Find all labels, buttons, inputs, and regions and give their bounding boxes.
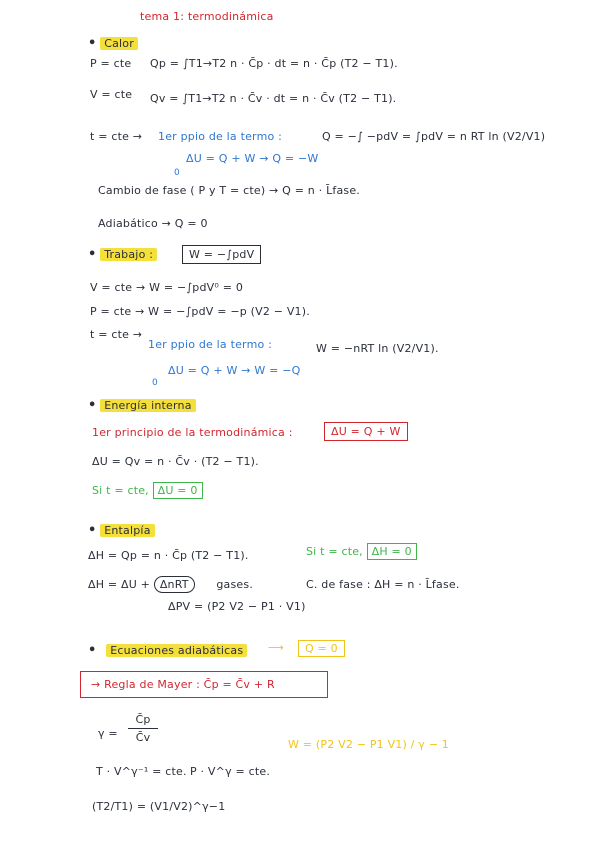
entalpia-section-heading: • Entalpía <box>88 523 155 538</box>
adiabaticas-ratio: (T2/T1) = (V1/V2)^γ−1 <box>92 800 226 813</box>
energia-si-tcte <box>92 484 203 497</box>
entalpia-si-tcte-text: Si t = cte, <box>306 545 363 558</box>
adiabaticas-w-yellow: W = (P2 V2 − P1 V1) / γ − 1 <box>288 738 450 751</box>
adiabaticas-tv: T · V^γ⁻¹ = cte. <box>96 765 187 778</box>
gamma-fraction <box>128 713 158 744</box>
entalpia-gases-label: gases. <box>216 578 254 591</box>
entalpia-si-box: ΔH = 0 <box>367 543 417 560</box>
energia-si-tcte-text: Si t = cte, <box>92 484 149 497</box>
mayer-box <box>80 671 328 698</box>
mayer-rule: → Regla de Mayer : C̄p = C̄v + R <box>91 678 275 691</box>
calor-t-cte-delta <box>186 152 319 165</box>
calor-section-heading: • Calor <box>88 36 138 51</box>
trabajo-t-cte-label: t = cte → <box>90 328 143 341</box>
gamma-numerator: C̄p <box>135 713 151 726</box>
calor-v-cte-formula: Qv = ∫T1→T2 n · C̄v · dt = n · C̄v (T2 − T1). <box>150 92 397 105</box>
energia-si-box: ΔU = 0 <box>153 482 203 499</box>
energia-principle: 1er principio de la termodinámica : <box>92 426 293 439</box>
adiabaticas-section-heading: • Ecuaciones adiabáticas <box>88 643 247 658</box>
trabajo-p-cte: P = cte → W = −∫pdV = −p (V2 − V1). <box>90 305 310 318</box>
calor-t-cte-zero: 0 <box>174 168 180 178</box>
calor-t-cte-label: t = cte → <box>90 130 143 143</box>
entalpia-si-tcte <box>306 545 417 558</box>
trabajo-t-cte-principle: 1er ppio de la termo : <box>148 338 273 351</box>
calor-adiabatico: Adiabático → Q = 0 <box>98 217 208 230</box>
entalpia-apv: ΔPV = (P2 V2 − P1 · V1) <box>168 600 306 613</box>
trabajo-boxed-formula: W = −∫pdV <box>182 245 261 264</box>
calor-t-cte-principle: 1er ppio de la termo : <box>158 130 283 143</box>
adiabaticas-pv: P · V^γ = cte. <box>190 765 271 778</box>
gamma-lhs: γ = <box>98 727 118 740</box>
energia-heading: Energía interna <box>100 399 195 412</box>
trabajo-t-cte-delta: ΔU = Q + W → W = −Q <box>168 364 301 377</box>
calor-v-cte-label: V = cte <box>90 88 133 101</box>
entalpia-formula: ΔH = Qp = n · C̄p (T2 − T1). <box>88 549 249 562</box>
entalpia-gases-row <box>88 578 253 591</box>
trabajo-heading: Trabajo : <box>100 248 157 261</box>
entalpia-heading: Entalpía <box>100 524 154 537</box>
calor-cambio-fase: Cambio de fase ( P y T = cte) → Q = n · L̄fase. <box>98 184 361 197</box>
energia-boxed-formula: ΔU = Q + W <box>324 422 408 441</box>
page-title: tema 1: termodinámica <box>140 10 274 23</box>
trabajo-v-cte: V = cte → W = −∫pdV⁰ = 0 <box>90 281 244 294</box>
calor-heading: Calor <box>100 37 138 50</box>
entalpia-cambio-fase: C. de fase : ΔH = n · L̄fase. <box>306 578 460 591</box>
gamma-denominator: C̄v <box>135 731 151 744</box>
adiabaticas-arrow: ⟶ <box>268 641 284 654</box>
adiabaticas-heading: Ecuaciones adiabáticas <box>106 644 247 657</box>
energia-section-heading: • Energía interna <box>88 398 196 413</box>
entalpia-gases-formula: ΔH = ΔU + <box>88 578 151 591</box>
calor-t-cte-delta-text: ΔU = Q + W → Q = −W <box>186 152 319 165</box>
calor-t-cte-q: Q = −∫ −pdV = ∫pdV = n RT ln (V2/V1) <box>322 130 546 143</box>
calor-p-cte-label: P = cte <box>90 57 132 70</box>
trabajo-section-heading: • Trabajo : <box>88 247 157 262</box>
energia-formula: ΔU = Qv = n · C̄v · (T2 − T1). <box>92 455 259 468</box>
adiabaticas-q-box: Q = 0 <box>298 640 345 657</box>
entalpia-circled-term: ΔnRT <box>154 576 195 593</box>
trabajo-t-cte-zero: 0 <box>152 378 158 388</box>
trabajo-t-cte-w: W = −nRT ln (V2/V1). <box>316 342 439 355</box>
calor-p-cte-formula: Qp = ∫T1→T2 n · C̄p · dt = n · C̄p (T2 − T1). <box>150 57 398 70</box>
